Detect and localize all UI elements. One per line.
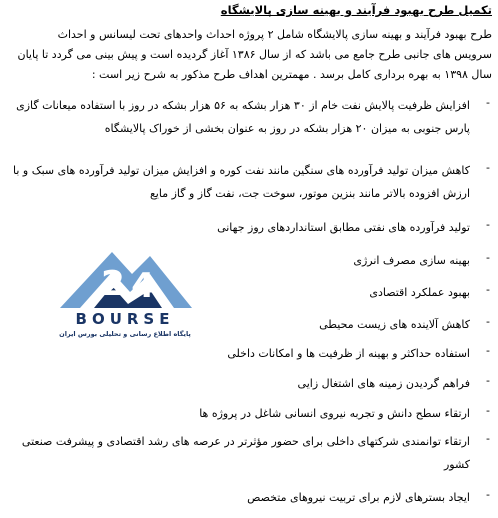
bullet-dash: - — [486, 374, 490, 387]
bourse-logo — [50, 246, 200, 346]
objective-text — [4, 218, 470, 241]
objective-line: ارتقاء توانمندی شرکتهای داخلی برای حضور مؤثرتر در عرصه های رشد اقتصادی و پیشرفت صنعتی — [21, 435, 470, 448]
objective-text — [4, 488, 470, 511]
objective-line: بهینه سازی مصرف انرژی — [353, 254, 470, 267]
objective-line: تولید فرآورده های نفتی مطابق استانداردهای روز جهانی — [217, 221, 470, 234]
objective-line: پارس جنوبی به میزان ۲۰ هزار بشکه در روز به عنوان بخشی از خوراک پالایشگاه — [104, 122, 470, 135]
bullet-dash: - — [486, 488, 490, 501]
objective-text — [4, 161, 470, 207]
intro-line: سال ۱۳۹۸ به بهره برداری کامل برسد . مهمترین اهداف طرح مذکور به شرح زیر است : — [91, 68, 492, 81]
bullet-dash: - — [486, 344, 490, 357]
objective-line: افزایش ظرفیت پالایش نفت خام از ۳۰ هزار بشکه به ۵۶ هزار بشکه در روز با استفاده میعانات گازی — [16, 99, 470, 112]
logo-wordmark: BOURSE — [75, 310, 175, 328]
bullet-dash: - — [486, 96, 490, 109]
section-title: تکمیل طرح بهبود فرآیند و بهینه سازی پالایشگاه — [220, 3, 492, 17]
bullet-dash: - — [486, 432, 490, 445]
objective-text — [4, 374, 470, 397]
bullet-dash: - — [486, 218, 490, 231]
objective-line: ارتقاء سطح دانش و تجربه نیروی انسانی شاغل در پروژه ها — [199, 407, 470, 420]
objective-line: کاهش میزان تولید فرآورده های سنگین مانند نفت کوره و افزایش میزان تولید فرآورده های سبک و با — [13, 164, 470, 177]
objective-text — [4, 404, 470, 427]
objective-line: کشور — [443, 458, 470, 471]
bullet-dash: - — [486, 251, 490, 264]
logo-mountain-icon — [50, 246, 200, 312]
objective-line: بهبود عملکرد اقتصادی — [369, 286, 470, 299]
objective-line: فراهم گردیدن زمینه های اشتغال زایی — [297, 377, 470, 390]
objective-text — [4, 344, 470, 367]
bullet-dash: - — [486, 161, 490, 174]
objective-line: ایجاد بسترهای لازم برای تربیت نیروهای متخصص — [247, 491, 470, 504]
logo-subtitle: پایگاه اطلاع رسانی و تحلیلی بورس ایران — [59, 330, 191, 338]
bullet-dash: - — [486, 283, 490, 296]
svg-text:2: 2 — [101, 264, 125, 304]
objective-line: کاهش آلاینده های زیست محیطی — [319, 318, 470, 331]
document-page — [4, 0, 492, 518]
objective-line: ارزش افزوده بالاتر مانند بنزین موتور، سوخت جت، نفت گاز و گاز مایع — [149, 187, 470, 200]
bullet-dash: - — [486, 404, 490, 417]
svg-text:4: 4 — [131, 266, 155, 306]
objective-line: استفاده حداکثر و بهینه از ظرفیت ها و امکانات داخلی — [227, 347, 470, 360]
intro-line: سرویس های جانبی طرح جامع می باشد که از سال ۱۳۸۶ آغاز گردیده است و پیش بینی می گردد تا پایان — [17, 48, 492, 61]
objective-text — [4, 432, 470, 478]
intro-line: طرح بهبود فرآیند و بهینه سازی پالایشگاه شامل ۲ پروژه احداث واحدهای تحت لیسانس و احداث — [57, 28, 492, 41]
intro-paragraph — [4, 25, 492, 85]
objective-text — [4, 96, 470, 142]
bullet-dash: - — [486, 315, 490, 328]
